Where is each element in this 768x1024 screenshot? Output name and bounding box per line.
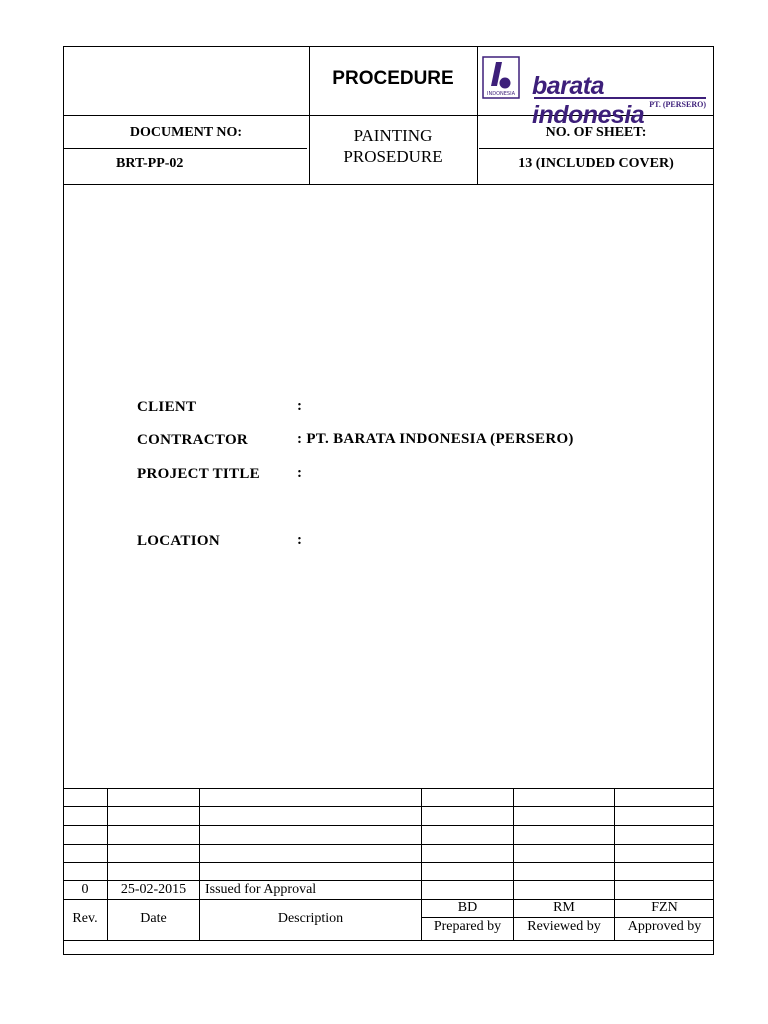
table-row-line [421,917,714,918]
date-header: Date [140,911,167,926]
header-divider [63,184,714,185]
rev-date: 25-02-2015 [120,882,187,897]
barata-emblem-icon [482,56,522,100]
document-title-line2: PROSEDURE [343,147,443,166]
location-label: LOCATION [137,533,220,549]
project-title-value: : [297,465,303,481]
page-title: PROCEDURE [332,68,454,89]
rev-number: 0 [81,882,89,897]
table-row-line [63,844,714,845]
table-row-line [63,862,714,863]
reviewed-by-header: Reviewed by [527,919,601,934]
rev-header: Rev. [72,911,98,926]
location-value: : [297,532,303,548]
approved-initials: FZN [651,900,678,915]
company-sub: PT. (PERSERO) [649,100,706,109]
table-col-line [421,788,422,940]
client-label: CLIENT [137,399,197,415]
description-header: Description [277,911,344,926]
header-divider [63,148,307,149]
approved-by-header: Approved by [627,919,702,934]
table-row-line [63,825,714,826]
sheets-value: 13 (INCLUDED COVER) [518,156,674,171]
table-col-line [614,788,615,940]
prepared-by-header: Prepared by [433,919,502,934]
document-frame [63,46,714,955]
prepared-initials: BD [457,900,478,915]
project-title-label: PROJECT TITLE [137,466,260,482]
client-value: : [297,398,303,414]
header-divider [479,148,714,149]
rev-description: Issued for Approval [205,882,317,897]
table-row-line [63,940,714,941]
document-no-value: BRT-PP-02 [116,156,184,171]
table-row-line [63,788,714,789]
contractor-label: CONTRACTOR [137,432,249,448]
table-col-line [513,788,514,940]
reviewed-initials: RM [553,900,575,915]
contractor-value: : PT. BARATA INDONESIA (PERSERO) [297,431,574,447]
document-no-label: DOCUMENT NO: [129,125,243,140]
document-title-line1: PAINTING [353,126,433,145]
sheets-label: NO. OF SHEET: [545,125,647,140]
company-name: barata indonesia [532,72,645,129]
table-row-line [63,806,714,807]
logo-underline [534,97,706,99]
company-logo [480,52,712,129]
emblem-label: INDONESIA [487,91,515,97]
table-row-line [63,880,714,881]
